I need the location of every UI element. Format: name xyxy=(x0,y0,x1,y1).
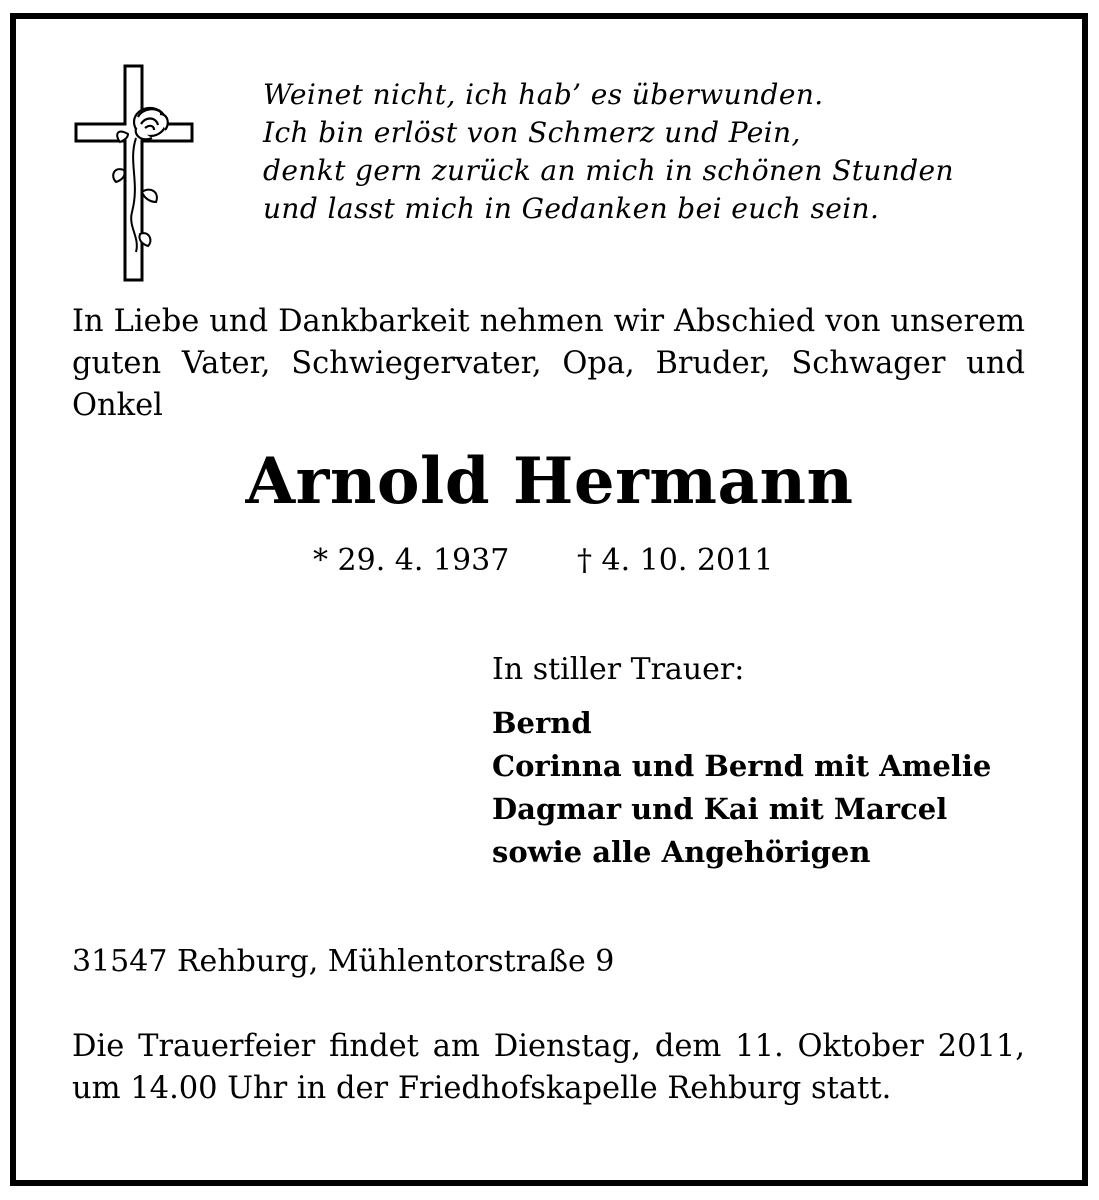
poem-line: denkt gern zurück an mich in schönen Stunden xyxy=(263,154,954,187)
birth-date: * 29. 4. 1937 xyxy=(313,543,510,578)
address: 31547 Rehburg, Mühlentorstraße 9 xyxy=(72,944,615,979)
mourner-name: Dagmar und Kai mit Marcel xyxy=(492,792,948,826)
poem-line: Ich bin erlöst von Schmerz und Pein, xyxy=(263,116,801,149)
poem xyxy=(263,76,1043,228)
intro-paragraph: In Liebe und Dankbarkeit nehmen wir Abschied von unserem guten Vater, Schwiegervater, Opa, Bruder, Schwager und Onkel xyxy=(72,304,1025,423)
poem-line: Weinet nicht, ich hab’ es überwunden. xyxy=(263,78,824,111)
cross-with-rose-icon xyxy=(70,62,198,284)
mourner-name: sowie alle Angehörigen xyxy=(492,835,871,869)
ceremony-paragraph: Die Trauerfeier findet am Dienstag, dem 11. Oktober 2011, um 14.00 Uhr in der Friedhofskapelle Rehburg statt. xyxy=(72,1029,1025,1106)
mourner-name: Corinna und Bernd mit Amelie xyxy=(492,749,992,783)
mourning-heading: In stiller Trauer: xyxy=(492,652,745,687)
mourner-name: Bernd xyxy=(492,706,592,740)
life-dates xyxy=(0,541,1099,581)
deceased-name: Arnold Hermann xyxy=(245,444,854,519)
death-date: † 4. 10. 2011 xyxy=(577,543,774,578)
poem-line: und lasst mich in Gedanken bei euch sein. xyxy=(263,192,880,225)
mourners-list xyxy=(492,702,991,874)
